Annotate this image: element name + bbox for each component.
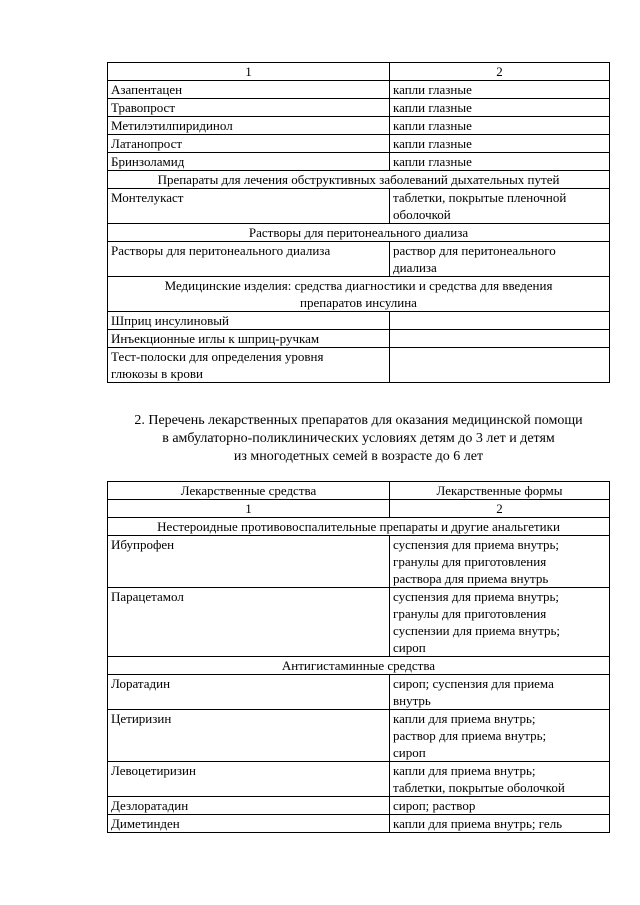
cell-line: гранулы для приготовления bbox=[393, 606, 547, 621]
cell-line: оболочкой bbox=[393, 207, 451, 222]
drug-form bbox=[390, 242, 610, 277]
cell-lines bbox=[393, 536, 606, 587]
cell-line: суспензия для приема внутрь; bbox=[393, 537, 560, 552]
table-row bbox=[108, 99, 610, 117]
table-row bbox=[108, 348, 610, 383]
table-row bbox=[108, 762, 610, 797]
column-header: Лекарственные формы bbox=[390, 482, 610, 500]
table-row bbox=[108, 536, 610, 588]
table-row bbox=[108, 330, 610, 348]
drug-form bbox=[390, 348, 610, 383]
cell-lines bbox=[393, 242, 606, 276]
cell-line: Тест-полоски для определения уровня bbox=[111, 349, 324, 364]
drug-form bbox=[390, 189, 610, 224]
table-row bbox=[108, 797, 610, 815]
cell-line: суспензия для приема внутрь; bbox=[393, 589, 560, 604]
drug-name: Растворы для перитонеального диализа bbox=[108, 242, 390, 277]
drug-form bbox=[390, 330, 610, 348]
cell-lines bbox=[393, 675, 606, 709]
column-header: Лекарственные средства bbox=[108, 482, 390, 500]
drug-name: Парацетамол bbox=[108, 588, 390, 657]
drug-name: Метилэтилпиридинол bbox=[108, 117, 390, 135]
cell-line: раствор для перитонеального bbox=[393, 243, 556, 258]
section-title: Антигистаминные средства bbox=[108, 657, 610, 675]
table-row bbox=[108, 710, 610, 762]
table-row bbox=[108, 675, 610, 710]
cell-line: раствора для приема внутрь bbox=[393, 571, 549, 586]
cell-line: раствор для приема внутрь; bbox=[393, 728, 547, 743]
cell-line: сироп; суспензия для приема bbox=[393, 676, 554, 691]
cell-lines bbox=[393, 189, 606, 223]
heading-line: в амбулаторно-поликлинических условиях детям до 3 лет и детям bbox=[162, 431, 555, 446]
cell-line: капли для приема внутрь; bbox=[393, 763, 536, 778]
drug-name: Левоцетиризин bbox=[108, 762, 390, 797]
table-row bbox=[108, 135, 610, 153]
section-row bbox=[108, 277, 610, 312]
table-row bbox=[108, 242, 610, 277]
cell-line: таблетки, покрытые пленочной bbox=[393, 190, 567, 205]
section-row bbox=[108, 224, 610, 242]
section-title bbox=[108, 277, 610, 312]
drug-form: капли глазные bbox=[390, 117, 610, 135]
drug-form bbox=[390, 675, 610, 710]
cell-line: глюкозы в крови bbox=[111, 366, 203, 381]
drug-name: Диметинден bbox=[108, 815, 390, 833]
drug-form bbox=[390, 536, 610, 588]
drug-form bbox=[390, 312, 610, 330]
table-row bbox=[108, 153, 610, 171]
cell-line: суспензии для приема внутрь; bbox=[393, 623, 561, 638]
table-row bbox=[108, 312, 610, 330]
drug-form: сироп; раствор bbox=[390, 797, 610, 815]
drug-form: капли для приема внутрь; гель bbox=[390, 815, 610, 833]
drug-form bbox=[390, 588, 610, 657]
table-row bbox=[108, 81, 610, 99]
section-row bbox=[108, 171, 610, 189]
drug-form: капли глазные bbox=[390, 99, 610, 117]
table-row bbox=[108, 189, 610, 224]
column-number: 1 bbox=[108, 63, 390, 81]
table-row bbox=[108, 815, 610, 833]
drug-name: Дезлоратадин bbox=[108, 797, 390, 815]
table-row bbox=[108, 588, 610, 657]
drug-name bbox=[108, 348, 390, 383]
cell-lines bbox=[111, 348, 386, 382]
column-number: 1 bbox=[108, 500, 390, 518]
drug-name: Цетиризин bbox=[108, 710, 390, 762]
cell-line: гранулы для приготовления bbox=[393, 554, 547, 569]
cell-line: Медицинские изделия: средства диагностики и средства для введения bbox=[164, 278, 553, 293]
cell-lines bbox=[393, 710, 606, 761]
cell-line: препаратов инсулина bbox=[300, 295, 417, 310]
drug-name: Травопрост bbox=[108, 99, 390, 117]
column-number-row bbox=[108, 63, 610, 81]
drug-form bbox=[390, 762, 610, 797]
table-row bbox=[108, 117, 610, 135]
drug-name: Шприц инсулиновый bbox=[108, 312, 390, 330]
cell-lines bbox=[111, 277, 606, 311]
drug-form: капли глазные bbox=[390, 153, 610, 171]
heading-line: из многодетных семей в возрасте до 6 лет bbox=[233, 449, 484, 464]
cell-lines bbox=[393, 588, 606, 656]
column-header-row bbox=[108, 482, 610, 500]
drug-form bbox=[390, 710, 610, 762]
cell-lines bbox=[393, 762, 606, 796]
drug-name: Ибупрофен bbox=[108, 536, 390, 588]
drug-form: капли глазные bbox=[390, 81, 610, 99]
drug-name: Бринзоламид bbox=[108, 153, 390, 171]
drug-table-2 bbox=[107, 481, 610, 833]
drug-name: Лоратадин bbox=[108, 675, 390, 710]
drug-name: Монтелукаст bbox=[108, 189, 390, 224]
cell-line: капли для приема внутрь; bbox=[393, 711, 536, 726]
section-title: Препараты для лечения обструктивных заболеваний дыхательных путей bbox=[108, 171, 610, 189]
cell-line: сироп bbox=[393, 640, 426, 655]
cell-line: диализа bbox=[393, 260, 437, 275]
drug-table-1 bbox=[107, 62, 610, 383]
heading-line: 2. Перечень лекарственных препаратов для оказания медицинской помощи bbox=[134, 413, 583, 428]
drug-name: Азапентацен bbox=[108, 81, 390, 99]
column-number: 2 bbox=[390, 63, 610, 81]
column-number-row bbox=[108, 500, 610, 518]
drug-name: Инъекционные иглы к шприц-ручкам bbox=[108, 330, 390, 348]
cell-line: сироп bbox=[393, 745, 426, 760]
cell-line: внутрь bbox=[393, 693, 431, 708]
drug-form: капли глазные bbox=[390, 135, 610, 153]
section-heading bbox=[107, 412, 610, 466]
section-row bbox=[108, 518, 610, 536]
section-title: Растворы для перитонеального диализа bbox=[108, 224, 610, 242]
drug-name: Латанопрост bbox=[108, 135, 390, 153]
cell-line: таблетки, покрытые оболочкой bbox=[393, 780, 565, 795]
section-title: Нестероидные противовоспалительные препараты и другие анальгетики bbox=[108, 518, 610, 536]
section-row bbox=[108, 657, 610, 675]
column-number: 2 bbox=[390, 500, 610, 518]
